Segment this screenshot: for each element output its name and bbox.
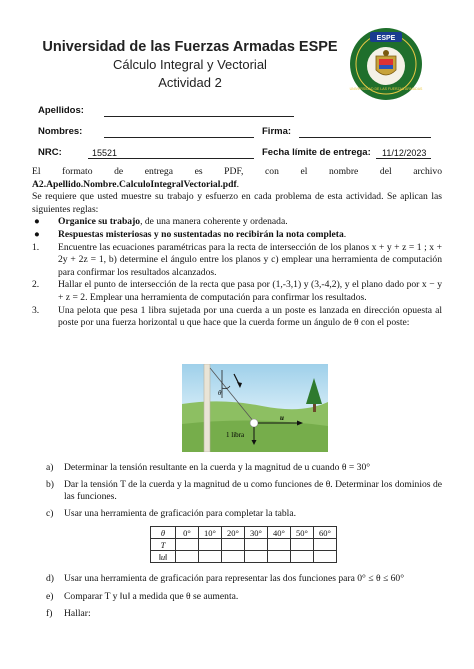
bullet-icon: ● — [34, 216, 40, 228]
subitem — [46, 573, 442, 586]
ball-icon — [250, 419, 258, 427]
rule1-text: , de una manera coherente y ordenada. — [140, 216, 288, 228]
table-header-cell: 60° — [314, 527, 337, 539]
logo-ring-text: UNIVERSIDAD DE LAS FUERZAS ARMADAS — [349, 87, 423, 91]
table-row — [151, 539, 337, 551]
problem-item — [32, 242, 442, 280]
subitem-letter: d) — [46, 573, 54, 584]
subitem — [46, 479, 442, 504]
nombres-field[interactable] — [104, 137, 254, 138]
filename-line — [32, 179, 442, 192]
nrc-field[interactable] — [88, 158, 254, 159]
table-row-label: ‖u‖ — [151, 551, 176, 563]
table-cell[interactable] — [245, 551, 268, 563]
subitem — [46, 591, 442, 604]
subitem-letter: a) — [46, 462, 54, 473]
table-cell[interactable] — [268, 539, 291, 551]
problem-number: 2. — [32, 279, 40, 291]
format-text: El formato de entrega es PDF, con el nombre del archivo — [32, 166, 442, 177]
table-cell[interactable] — [222, 539, 245, 551]
table-cell[interactable] — [291, 551, 314, 563]
rule-item — [32, 216, 442, 229]
nombres-label: Nombres: — [38, 126, 83, 137]
rules-intro: Se requiere que usted muestre su trabajo y esfuerzo en cada problema de esta actividad. Se aplican las siguientes reglas: — [32, 191, 442, 215]
subitem-text: Dar la tensión T de la cuerda y la magnitud de u como funciones de θ. Determinar los dominios de las funciones. — [64, 478, 442, 503]
document-header — [40, 38, 340, 92]
table-header-cell: 30° — [245, 527, 268, 539]
activity-title: Actividad 2 — [158, 75, 222, 90]
course-name: Cálculo Integral y Vectorial — [113, 57, 267, 72]
problem-number: 3. — [32, 304, 40, 316]
espe-logo-icon — [348, 26, 424, 102]
table-cell[interactable] — [291, 539, 314, 551]
fecha-value: 11/12/2023 — [382, 148, 427, 158]
problem-text: Una pelota que pesa 1 libra sujetada por una cuerda a un poste es lanzada en dirección opuesta al poste por una fuerza horizontal u que hace que la cuerda forme un ángulo de θ con el poste: — [58, 304, 442, 329]
firma-field[interactable] — [299, 137, 431, 138]
bullet-icon: ● — [34, 228, 40, 240]
rule1-bold: Organice su trabajo — [58, 216, 141, 228]
problem-item — [32, 305, 442, 330]
table-cell[interactable] — [176, 539, 199, 551]
rule2-bold: Respuestas misteriosas y no sustentadas no recibirán la nota completa — [58, 228, 344, 240]
subitem — [46, 608, 442, 621]
theta-label: θ — [218, 389, 222, 397]
table-header-cell: 10° — [199, 527, 222, 539]
table-cell[interactable] — [199, 551, 222, 563]
table-row — [151, 551, 337, 563]
subitem-text: Hallar: — [64, 608, 91, 620]
table-header-cell: θ — [151, 527, 176, 539]
problem-text: Encuentre las ecuaciones paramétricas para la recta de intersección de los planos x + y + z = 1 ; x + 2y + 2z = 1, b) determine el ángulo entre los planos y c) emplear una herramienta de computación para confirmar los resultados alcanzados. — [58, 241, 442, 278]
table-cell[interactable] — [314, 551, 337, 563]
subitem-letter: b) — [46, 478, 54, 490]
table-header-cell: 20° — [222, 527, 245, 539]
problem-item — [32, 279, 442, 304]
subitem-list-top — [46, 462, 442, 520]
filename-period: . — [236, 178, 240, 190]
table-cell[interactable] — [314, 539, 337, 551]
values-table — [150, 526, 337, 563]
table-header-cell: 40° — [268, 527, 291, 539]
table-cell[interactable] — [199, 539, 222, 551]
table-cell[interactable] — [176, 551, 199, 563]
university-name: Universidad de las Fuerzas Armadas ESPE — [42, 39, 338, 55]
fecha-field[interactable] — [376, 158, 431, 159]
rule2-text: . — [343, 228, 347, 240]
table-row-label: T — [151, 539, 176, 551]
logo-top-text: ESPE — [376, 35, 396, 42]
table-cell[interactable] — [268, 551, 291, 563]
subitem-text: Usar una herramienta de graficación para completar la tabla. — [64, 507, 296, 519]
subitem — [46, 508, 442, 521]
subitem-list-bottom — [46, 573, 442, 621]
pole — [204, 364, 210, 452]
subitem-letter: f) — [46, 608, 53, 620]
subitem-text: Comparar T y ‖u‖ a medida que θ se aumenta. — [64, 590, 239, 602]
subitem-text: Determinar la tensión resultante en la cuerda y la magnitud de u cuando θ = 30° — [64, 462, 371, 473]
table-header-cell: 50° — [291, 527, 314, 539]
table-header-row — [151, 527, 337, 539]
apellidos-label: Apellidos: — [38, 105, 84, 116]
problem-number: 1. — [32, 241, 40, 253]
subitem — [46, 462, 442, 475]
rule-item — [32, 229, 442, 242]
apellidos-field[interactable] — [104, 116, 294, 117]
force-label: u — [280, 414, 284, 422]
fecha-label: Fecha límite de entrega: — [262, 147, 371, 158]
weight-label: 1 libra — [226, 431, 245, 439]
problem-text: Hallar el punto de intersección de la recta que pasa por (1,-3,1) y (3,-4,2), y el plano dado por x − y + z = 2. Emplear una herramienta de computación para confirmar los resultados. — [58, 279, 442, 303]
table-cell[interactable] — [222, 551, 245, 563]
firma-label: Firma: — [262, 126, 292, 137]
nrc-label: NRC: — [38, 147, 62, 158]
subitem-letter: e) — [46, 590, 54, 602]
ball-pole-figure — [182, 364, 328, 452]
filename-text: A2.Apellido.Nombre.CalculoIntegralVectorial.pdf — [32, 178, 237, 190]
nrc-value: 15521 — [92, 148, 118, 158]
subitem-text: Usar una herramienta de graficación para representar las dos funciones para 0° ≤ θ ≤ 60° — [64, 573, 405, 584]
table-cell[interactable] — [245, 539, 268, 551]
table-header-cell: 0° — [176, 527, 199, 539]
subitem-letter: c) — [46, 507, 54, 519]
instructions-body — [32, 166, 442, 330]
format-paragraph — [32, 166, 442, 179]
